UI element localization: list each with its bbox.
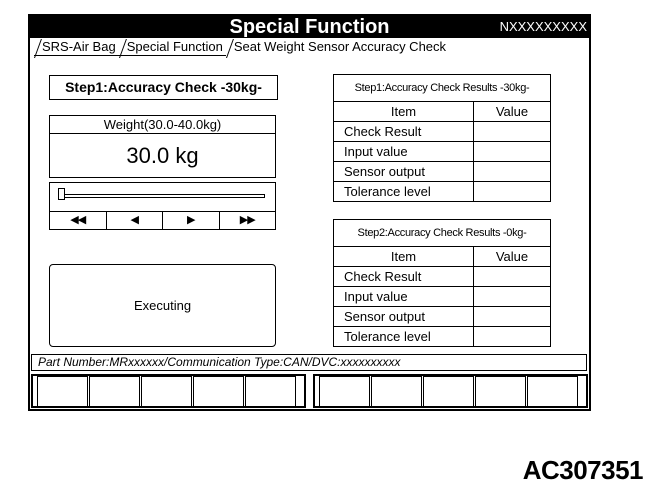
function-key-group-right	[313, 374, 588, 408]
row-value	[474, 162, 551, 182]
slider-button-row	[50, 211, 275, 229]
breadcrumb-item-seat-weight-sensor: Seat Weight Sensor Accuracy Check	[226, 39, 449, 55]
function-key-9[interactable]	[475, 376, 526, 408]
results-table-step1	[333, 74, 551, 202]
row-label: Check Result	[334, 122, 474, 142]
figure-id: AC307351	[522, 455, 643, 485]
row-value	[474, 142, 551, 162]
table-row	[334, 122, 551, 142]
function-key-6[interactable]	[319, 376, 370, 408]
table-row	[334, 267, 551, 287]
breadcrumb-item-special-function[interactable]: Special Function	[119, 39, 226, 56]
function-key-group-left	[31, 374, 306, 408]
function-key-5[interactable]	[245, 376, 296, 408]
row-value	[474, 267, 551, 287]
row-value	[474, 307, 551, 327]
fast-forward-button[interactable]: ▶▶	[239, 214, 255, 226]
weight-slider-track[interactable]	[62, 194, 265, 198]
table-row	[334, 182, 551, 202]
table-row	[334, 327, 551, 347]
row-value	[474, 122, 551, 142]
step-back-button[interactable]: ◀	[107, 212, 164, 229]
function-key-7[interactable]	[371, 376, 422, 408]
column-header-item: Item	[334, 102, 474, 122]
row-label: Tolerance level	[334, 182, 474, 202]
weight-slider-panel	[49, 182, 276, 230]
table-row	[334, 162, 551, 182]
breadcrumb-item-srs-air-bag[interactable]: SRS-Air Bag	[34, 39, 119, 56]
results-step2-caption: Step2:Accuracy Check Results -0kg-	[334, 220, 551, 247]
row-label: Input value	[334, 142, 474, 162]
page-title: Special Function	[229, 16, 390, 38]
status-bar: Part Number:MRxxxxxx/Communication Type:CAN/DVC:xxxxxxxxxx	[31, 354, 587, 371]
results-table-step2	[333, 219, 551, 347]
step-title: Step1:Accuracy Check -30kg-	[49, 75, 278, 100]
row-label: Sensor output	[334, 307, 474, 327]
row-label: Sensor output	[334, 162, 474, 182]
title-bar	[30, 16, 589, 38]
function-key-10[interactable]	[527, 376, 578, 408]
step-forward-button[interactable]: ▶	[163, 212, 220, 229]
column-header-value: Value	[474, 247, 551, 267]
row-value	[474, 287, 551, 307]
function-key-3[interactable]	[141, 376, 192, 408]
column-header-item: Item	[334, 247, 474, 267]
row-label: Input value	[334, 287, 474, 307]
table-row	[334, 307, 551, 327]
row-value	[474, 182, 551, 202]
row-value	[474, 327, 551, 347]
weight-label: Weight(30.0-40.0kg)	[50, 116, 275, 134]
column-header-value: Value	[474, 102, 551, 122]
fast-rewind-button[interactable]: ◀◀	[50, 212, 107, 229]
table-row	[334, 142, 551, 162]
function-key-8[interactable]	[423, 376, 474, 408]
row-label: Check Result	[334, 267, 474, 287]
function-key-1[interactable]	[37, 376, 88, 408]
weight-slider-thumb[interactable]	[58, 188, 65, 200]
table-row	[334, 287, 551, 307]
function-key-4[interactable]	[193, 376, 244, 408]
execution-status-panel: Executing	[49, 264, 276, 347]
row-label: Tolerance level	[334, 327, 474, 347]
weight-value: 30.0 kg	[126, 143, 199, 168]
breadcrumb	[34, 39, 449, 57]
results-step1-caption: Step1:Accuracy Check Results -30kg-	[334, 75, 551, 102]
weight-panel	[49, 115, 276, 178]
function-key-2[interactable]	[89, 376, 140, 408]
model-code: NXXXXXXXXX	[499, 19, 587, 34]
